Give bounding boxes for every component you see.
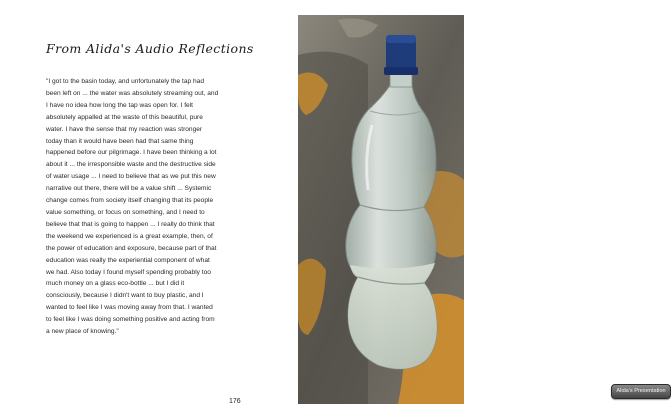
bottle-photo bbox=[298, 15, 666, 404]
quote-line: much money on a glass eco-bottle ... but I did it bbox=[46, 280, 185, 288]
quote-line: of water usage ... I need to believe that as we put this new bbox=[46, 173, 216, 181]
bottle-cap-ring bbox=[384, 67, 418, 75]
section-heading: From Alida's Audio Reflections bbox=[46, 41, 254, 56]
quote-line: the weekend we experienced is a great example, then, of bbox=[46, 232, 213, 240]
quote-line: education was really the experiential component of what bbox=[46, 256, 210, 264]
quote-paragraph bbox=[46, 76, 242, 338]
page-number: 176 bbox=[229, 398, 241, 405]
quote-line: "I got to the basin today, and unfortunately the tap had bbox=[46, 78, 205, 85]
quote-line: today than it would have been had that same thing bbox=[46, 137, 194, 145]
bottle-photo-illustration bbox=[298, 15, 464, 404]
quote-line: happened before our pilgrimage. I have been thinking a lot bbox=[46, 149, 217, 157]
quote-line: narrative out there, there will be a value shift ... Systemic bbox=[46, 185, 212, 193]
quote-line: we had. Also today I found myself spending probably too bbox=[46, 268, 211, 276]
quote-line: to feel like I was doing something positive and acting from bbox=[46, 316, 215, 324]
quote-line: consciously, because I didn't want to buy plastic, and I bbox=[46, 292, 204, 300]
quote-line: wanted to feel like I was moving away from that. I wanted bbox=[46, 304, 213, 312]
bottle-neck bbox=[390, 73, 412, 87]
quote-line: the power of education and exposure, because part of that bbox=[46, 244, 217, 252]
bottle-cap-top bbox=[386, 35, 416, 43]
quote-line: water. I have the sense that my reaction was stronger bbox=[46, 125, 203, 133]
quote-line: change comes from society itself changing that its people bbox=[46, 197, 214, 205]
quote-line: believe that that is going to happen ... I really do think that bbox=[46, 220, 215, 228]
photo-caption-badge: Alida's Presentation bbox=[611, 384, 671, 399]
quote-line: value something, or focus on something, and I need to bbox=[46, 208, 205, 216]
quote-line: about it ... the irresponsible waste and the destructive side bbox=[46, 161, 216, 169]
quote-line: absolutely appalled at the waste of this beautiful, pure bbox=[46, 113, 203, 121]
quote-line: a new place of knowing." bbox=[46, 328, 119, 336]
quote-line: been left on ... the water was absolutely streaming out, and bbox=[46, 89, 219, 97]
quote-line: I have no idea how long the tap was open for. I felt bbox=[46, 101, 193, 109]
